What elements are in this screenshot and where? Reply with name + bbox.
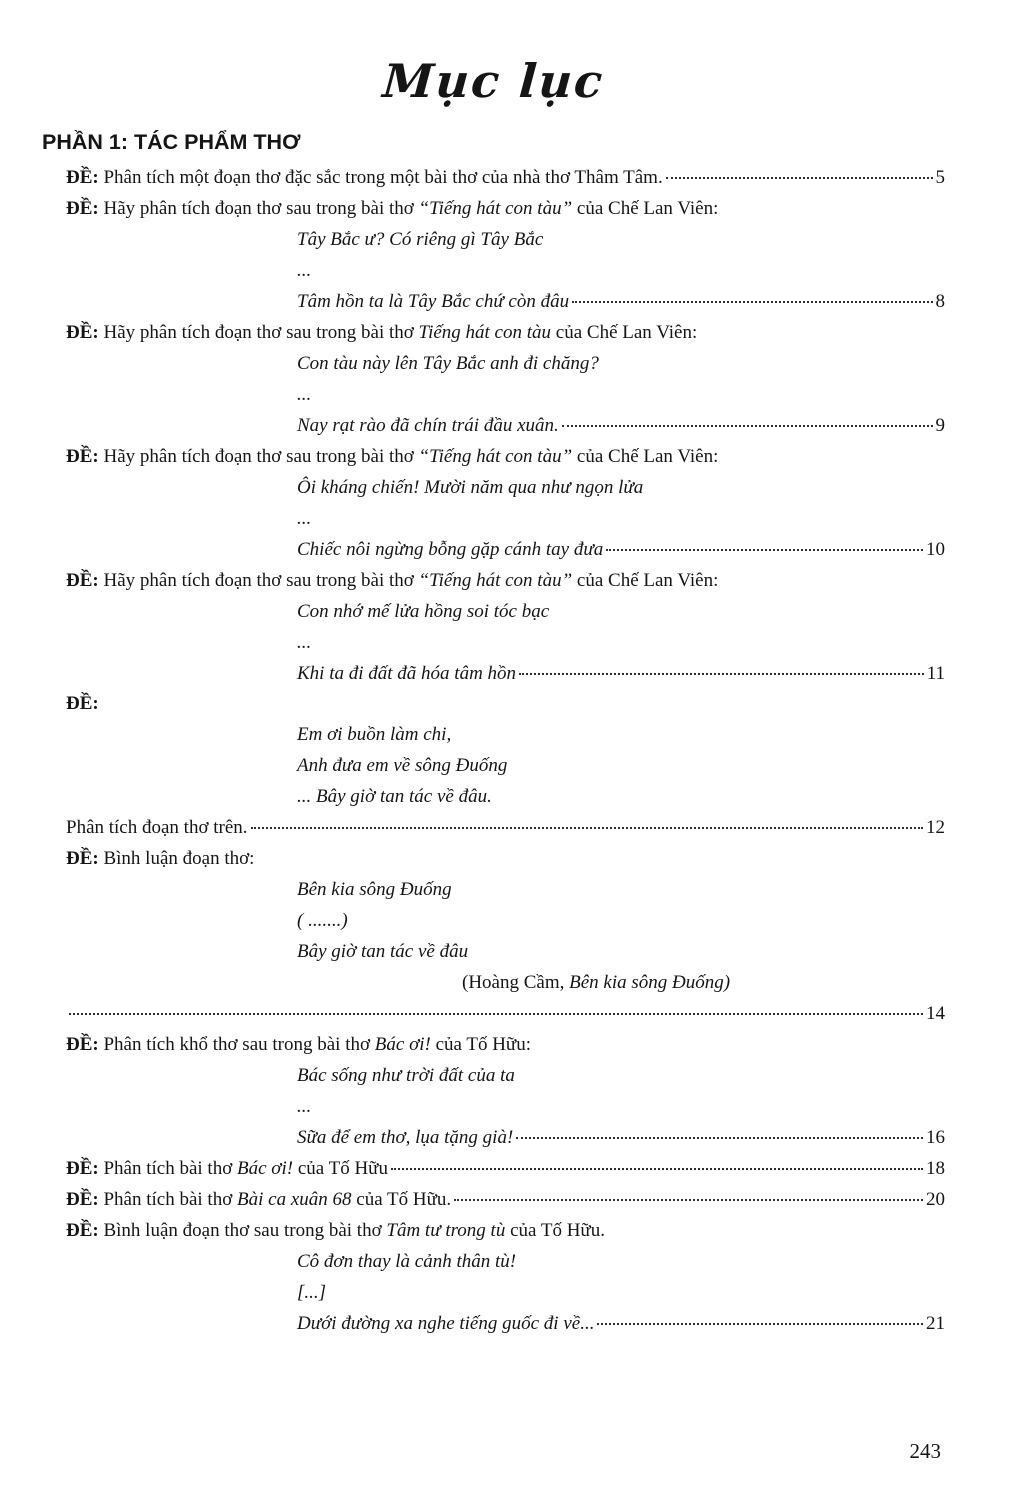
entry-title-text: của Tố Hữu: (435, 1034, 532, 1056)
poem-line: Con tàu này lên Tây Bắc anh đi chăng? (297, 352, 599, 374)
entry-title-text: Bình luận đoạn thơ sau trong bài thơ (103, 1219, 382, 1241)
de-label: ĐỀ: (66, 321, 99, 343)
entry-heading (66, 1030, 945, 1061)
page-ref: 5 (935, 167, 945, 188)
toc-line (66, 813, 945, 844)
entry-title-text: Hãy phân tích đoạn thơ sau trong bài thơ (103, 445, 414, 467)
page-ref: 21 (926, 1312, 945, 1334)
poem-line: Sữa để em thơ, lụa tặng già! (297, 1127, 514, 1149)
dots-leader (516, 1137, 923, 1139)
poem-line: Con nhớ mế lửa hồng soi tóc bạc (297, 600, 550, 622)
work-title: Tâm tư trong tù (386, 1219, 506, 1241)
attribution-author: (Hoàng Cầm, (462, 972, 565, 994)
toc-line (66, 163, 945, 194)
de-label: ĐỀ: (66, 445, 99, 467)
poem-ellipsis: ... (297, 1096, 312, 1118)
de-label: ĐỀ: (66, 1219, 99, 1241)
toc-line (66, 535, 945, 566)
entry-text (66, 1154, 388, 1185)
work-title: “Tiếng hát con tàu” (418, 445, 573, 467)
toc-line (66, 1185, 945, 1216)
entry-heading (66, 442, 945, 473)
poem-ellipsis: ... (297, 507, 312, 529)
poem-line: Tây Bắc ư? Có riêng gì Tây Bắc (297, 228, 544, 250)
entry-title-text: của Tố Hữu (297, 1158, 388, 1179)
de-label: ĐỀ: (66, 1188, 99, 1210)
entry-text (66, 1185, 451, 1216)
entry-title-text: của Chế Lan Viên: (576, 197, 719, 219)
page-ref: 10 (926, 538, 945, 560)
entry-title-text: Hãy phân tích đoạn thơ sau trong bài thơ (103, 321, 414, 343)
poem-line: Anh đưa em về sông Đuống (297, 755, 508, 777)
entry-title-text: Phân tích bài thơ (103, 1188, 233, 1210)
de-label: ĐỀ: (66, 197, 99, 219)
toc-entry (66, 1216, 945, 1340)
poem-line: Nay rạt rào đã chín trái đầu xuân. (297, 414, 559, 436)
poem-line: Khi ta đi đất đã hóa tâm hồn (297, 662, 517, 684)
poem-attribution (462, 968, 945, 999)
de-label: ĐỀ: (66, 848, 99, 870)
entry-title-text: Bình luận đoạn thơ: (103, 848, 255, 870)
toc-line (66, 287, 945, 318)
de-label: ĐỀ: (66, 1158, 99, 1179)
poem-line: Chiếc nôi ngừng bỗng gặp cánh tay đưa (297, 538, 604, 560)
poem-ellipsis: ( .......) (297, 910, 348, 932)
work-title: Bác ơi! (374, 1034, 431, 1056)
entry-title-text: Phân tích một đoạn thơ đặc sắc trong một bài thơ của nhà thơ Thâm Tâm. (103, 167, 663, 188)
toc-entry (66, 844, 945, 1030)
entry-text (66, 163, 663, 194)
entry-heading (66, 689, 945, 720)
toc-entry (66, 1030, 945, 1154)
poem-line: Bây giờ tan tác về đâu (297, 941, 469, 963)
toc-entry (66, 1185, 945, 1216)
de-label: ĐỀ: (66, 1034, 99, 1056)
toc-line (66, 659, 945, 690)
page-ref: 11 (926, 662, 945, 684)
entry-title-text: Hãy phân tích đoạn thơ sau trong bài thơ (103, 197, 414, 219)
dots-leader (454, 1199, 923, 1201)
de-label: ĐỀ: (66, 167, 99, 188)
toc-line (66, 411, 945, 442)
page-ref: 16 (926, 1127, 945, 1149)
work-title: Bên kia sông Đuống) (569, 972, 731, 994)
dots-leader (572, 301, 932, 303)
poem-ellipsis: ... (297, 259, 312, 281)
toc-entry (66, 163, 945, 194)
poem-line: Bên kia sông Đuống (297, 879, 452, 901)
poem-line: Tâm hồn ta là Tây Bắc chứ còn đâu (297, 290, 570, 312)
dots-leader (251, 827, 923, 829)
toc-line (66, 1309, 945, 1340)
entry-heading (66, 1216, 945, 1247)
dots-leader (391, 1168, 923, 1170)
page-ref: 9 (935, 414, 945, 436)
dots-leader (597, 1323, 923, 1325)
toc-entry (66, 689, 945, 844)
toc-entry (66, 194, 945, 318)
toc-line (66, 999, 945, 1030)
entry-heading (66, 318, 945, 349)
work-title: “Tiếng hát con tàu” (418, 569, 573, 591)
page-ref: 14 (926, 1003, 945, 1025)
section-heading: PHẦN 1: TÁC PHẨM THƠ (42, 130, 301, 154)
dots-leader (666, 177, 933, 179)
entry-title-text: của Chế Lan Viên: (555, 321, 698, 343)
toc-entry (66, 442, 945, 566)
poem-line: Em ơi buồn làm chi, (297, 724, 452, 746)
poem-line: Dưới đường xa nghe tiếng guốc đi về... (297, 1312, 595, 1334)
toc-entry (66, 318, 945, 442)
folio-page-number: 243 (909, 1439, 941, 1463)
poem-line: Ôi kháng chiến! Mười năm qua như ngọn lửa (297, 476, 644, 498)
toc-entry (66, 1154, 945, 1185)
toc-entries (66, 163, 945, 1340)
entry-title-text: của Chế Lan Viên: (576, 445, 719, 467)
work-title: “Tiếng hát con tàu” (418, 197, 573, 219)
toc-entry (66, 566, 945, 690)
de-label: ĐỀ: (66, 569, 99, 591)
entry-title-text: của Chế Lan Viên: (576, 569, 719, 591)
poem-ellipsis: ... (297, 631, 312, 653)
entry-heading (66, 194, 945, 225)
dots-leader (519, 673, 924, 675)
entry-title-text: Phân tích đoạn thơ trên. (66, 817, 248, 839)
dots-leader (69, 1013, 923, 1015)
entry-title-text: Hãy phân tích đoạn thơ sau trong bài thơ (103, 569, 414, 591)
work-title: Bác ơi! (237, 1158, 294, 1179)
entry-heading (66, 844, 945, 875)
entry-heading (66, 566, 945, 597)
page-ref: 8 (935, 290, 945, 312)
entry-title-text: Phân tích khổ thơ sau trong bài thơ (103, 1034, 371, 1056)
work-title: Bài ca xuân 68 (237, 1188, 352, 1210)
page-ref: 18 (926, 1158, 945, 1179)
page-ref: 20 (926, 1188, 945, 1210)
entry-title-text: của Tố Hữu. (356, 1188, 452, 1210)
poem-line: ... Bây giờ tan tác về đâu. (297, 786, 492, 808)
poem-ellipsis: [...] (297, 1281, 327, 1303)
page-ref: 12 (926, 817, 945, 839)
poem-ellipsis: ... (297, 383, 312, 405)
dots-leader (606, 549, 923, 551)
toc-line (66, 1154, 945, 1185)
poem-line: Bác sống như trời đất của ta (297, 1065, 515, 1087)
page-title: Mục lục (380, 54, 607, 108)
entry-title-text: Phân tích bài thơ (103, 1158, 233, 1179)
toc-line (66, 1123, 945, 1154)
entry-title-text: của Tố Hữu. (510, 1219, 605, 1241)
poem-line: Cô đơn thay là cảnh thân tù! (297, 1250, 517, 1272)
de-label: ĐỀ: (66, 693, 99, 715)
work-title: Tiếng hát con tàu (418, 321, 552, 343)
dots-leader (562, 425, 933, 427)
